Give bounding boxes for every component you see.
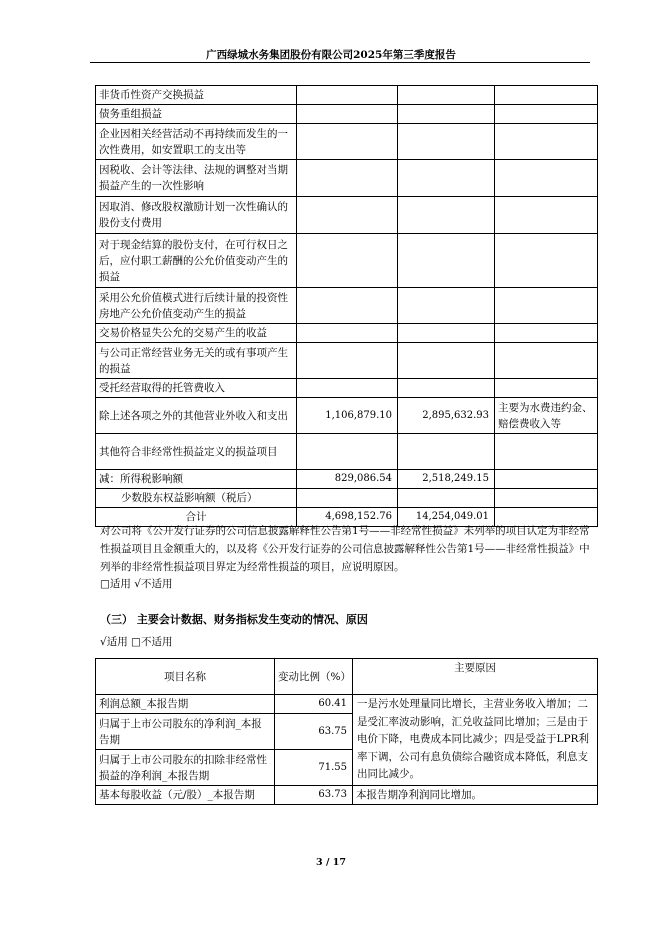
ytd-value: 2,518,249.15 [398,470,495,489]
current-period-value [297,288,398,324]
row-label: 对于现金结算的股份支付，在可行权日之后，应付职工薪酬的公允价值变动产生的损益 [96,234,297,288]
row-note [495,234,598,288]
row-note [495,288,598,324]
main-reason-group: 一是污水处理量同比增长，主营业务收入增加；二是受汇率波动影响，汇兑收益同比增加；三是由于电价下降，电费成本同比减少；四是受益于LPR利率下调，公司有息负债综合融资成本降低，利息支出同比减少。 [353,695,598,786]
table-row [96,695,598,714]
row-note [495,324,598,343]
table-row [96,434,598,470]
ytd-value [398,434,495,470]
header-main-reason: 主要原因 [353,659,598,695]
current-period-value [297,197,398,234]
table-row [96,398,598,434]
current-period-value [297,105,398,124]
row-note [495,470,598,489]
row-note [495,86,598,105]
section-heading: （三） 主要会计数据、财务指标发生变动的情况、原因 [100,613,368,626]
header-change-ratio: 变动比例（%） [275,659,353,695]
row-label: 少数股东权益影响额（税后） [96,489,297,508]
current-period-value [297,86,398,105]
row-label: 除上述各项之外的其他营业外收入和支出 [96,398,297,434]
change-ratio: 63.73 [275,786,353,805]
ytd-value [398,489,495,508]
row-label: 合计 [96,508,297,527]
table-row [96,197,598,234]
ytd-value [398,160,495,197]
row-note [495,343,598,379]
ytd-value [398,288,495,324]
row-label: 非货币性资产交换损益 [96,86,297,105]
change-ratio: 60.41 [275,695,353,714]
current-period-value: 829,086.54 [297,470,398,489]
ytd-value [398,105,495,124]
ytd-value [398,86,495,105]
table-row [96,379,598,398]
main-reason-eps: 本报告期净利润同比增加。 [353,786,598,805]
current-period-value [297,234,398,288]
current-period-value [297,343,398,379]
row-label: 受托经营取得的托管费收入 [96,379,297,398]
table-row [96,86,598,105]
row-label: 减：所得税影响额 [96,470,297,489]
ytd-value [398,379,495,398]
ytd-value [398,124,495,160]
row-label: 交易价格显失公允的交易产生的收益 [96,324,297,343]
row-label: 企业因相关经营活动不再持续而发生的一次性费用，如安置职工的支出等 [96,124,297,160]
table-row [96,489,598,508]
explanation-paragraph: 对公司将《公开发行证券的公司信息披露解释性公告第1号——非经常性损益》未列举的项目认定为非经常性损益项目且金额重大的，以及将《公开发行证券的公司信息披露解释性公告第1号——非经常性损益》中列举的非经常性损益项目界定为经常性损益的项目，应说明原因。 [100,525,590,573]
row-label: 债务重组损益 [96,105,297,124]
row-note [495,489,598,508]
change-ratio: 63.75 [275,714,353,750]
row-note: 主要为水费违约金、赔偿费收入等 [495,398,598,434]
row-note [495,434,598,470]
row-label: 因取消、修改股权激励计划一次性确认的股份支付费用 [96,197,297,234]
table-row [96,105,598,124]
row-label: 采用公允价值模式进行后续计量的投资性房地产公允价值变动产生的损益 [96,288,297,324]
row-note [495,124,598,160]
ytd-value [398,343,495,379]
ytd-value [398,197,495,234]
table-row [96,160,598,197]
applicability-status-1: □适用 √不适用 [100,578,173,590]
key-changes-table [95,658,598,805]
row-label: 与公司正常经营业务无关的或有事项产生的损益 [96,343,297,379]
table-row [96,288,598,324]
ytd-value: 14,254,049.01 [398,508,495,527]
table-row [96,324,598,343]
current-period-value [297,324,398,343]
current-period-value: 4,698,152.76 [297,508,398,527]
current-period-value [297,160,398,197]
row-label: 其他符合非经常性损益定义的损益项目 [96,434,297,470]
row-note [495,105,598,124]
table-row [96,470,598,489]
ytd-value [398,234,495,288]
current-period-value [297,434,398,470]
page-number: 3 / 17 [316,857,346,868]
item-name: 归属于上市公司股东的净利润_本报告期 [96,714,275,750]
current-period-value: 1,106,879.10 [297,398,398,434]
header-divider [90,62,590,63]
ytd-value [398,324,495,343]
change-ratio: 71.55 [275,750,353,786]
row-note [495,379,598,398]
non-recurring-items-table [95,85,598,527]
header-item-name: 项目名称 [96,659,275,695]
table-row [96,343,598,379]
table-row [96,786,598,805]
item-name: 归属于上市公司股东的扣除非经常性损益的净利润_本报告期 [96,750,275,786]
item-name: 基本每股收益（元/股）_本报告期 [96,786,275,805]
item-name: 利润总额_本报告期 [96,695,275,714]
table-row [96,124,598,160]
current-period-value [297,379,398,398]
page-header-title: 广西绿城水务集团股份有限公司2025年第三季度报告 [206,49,456,61]
ytd-value: 2,895,632.93 [398,398,495,434]
current-period-value [297,124,398,160]
table-header-row [96,659,598,695]
table-row [96,234,598,288]
row-note [495,160,598,197]
row-note [495,197,598,234]
current-period-value [297,489,398,508]
applicability-status-2: √适用 □不适用 [100,636,173,648]
row-label: 因税收、会计等法律、法规的调整对当期损益产生的一次性影响 [96,160,297,197]
